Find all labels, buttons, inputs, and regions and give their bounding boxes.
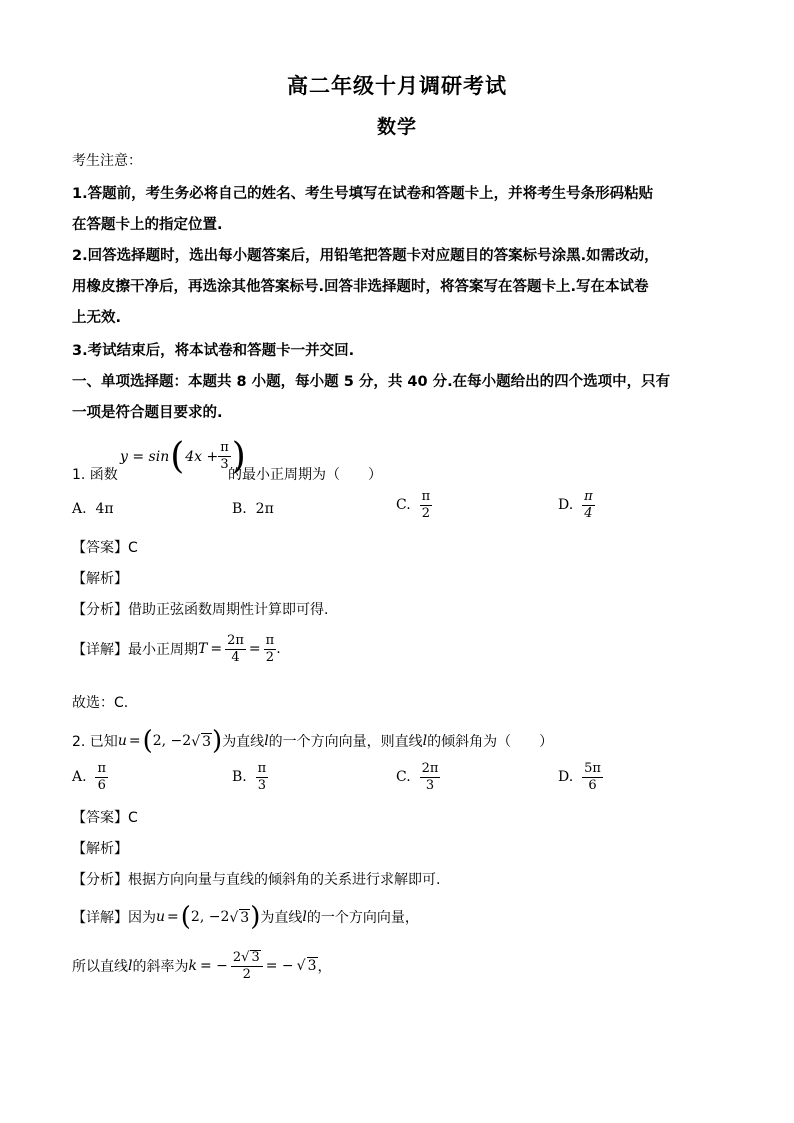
notice-item-1-line-1: 1.答题前，考生务必将自己的姓名、考生号填写在试卷和答题卡上，并将考生号条形码粘贴 [72,186,654,202]
notice-item-3: 3.考试结束后，将本试卷和答题卡一并交回. [72,343,355,359]
q1-analysis-tag: 【解析】 [72,571,128,587]
q2-option-c: C. $\frac{2\pi}{3}$ [396,761,439,793]
q1-function: y = sin ( 4x + $\frac{\pi}{3}$ ) [120,436,246,477]
q2-fenxi: 【分析】根据方向向量与直线的倾斜角的关系进行求解即可. [72,872,441,888]
q1-prefix: 1. 函数 [72,467,118,483]
q2-option-d: D. $\frac{5\pi}{6}$ [558,761,601,793]
q1-option-c: C. $\frac{\pi}{2}$ [396,489,431,521]
notice-item-2-line-1: 2.回答选择题时，选出每小题答案后，用铅笔把答题卡对应题目的答案标号涂黑.如需改动， [72,248,659,264]
q1-option-d: D. $\frac{\pi}{4}$ [558,489,593,521]
question-2: 2. 已知 u = ( 2, −2 √ 3 ) 为直线 l 的一个方向向量，则直线 l 的倾斜角为（ ） [72,726,554,756]
q1-suffix: 的最小正周期为（ ） [228,467,382,483]
section-1-line-1: 一、单项选择题：本题共 8 小题，每小题 5 分，共 40 分.在每小题给出的四个选项中，只有 [72,374,671,390]
subject-title: 数学 [376,116,417,138]
section-1-line-2: 一项是符合题目要求的. [72,405,223,421]
notice-heading: 考生注意： [72,153,142,169]
q1-answer: 【答案】C [72,540,138,556]
q1-option-b: B. 2π [232,501,274,517]
notice-item-1-line-2: 在答题卡上的指定位置. [72,217,223,233]
notice-item-2-line-3: 上无效. [72,310,122,326]
q1-func-lhs: y = sin [120,448,170,465]
q1-pi-over-3: $\frac{\pi}{3}$ [220,440,229,472]
q1-func-inner: 4x + [185,448,219,465]
q2-slope: 所以直线 l 的斜率为 k = − $\frac{2√ 3}{2}$ = − √ 3 ， [72,950,332,982]
q2-detail: 【详解】 因为 u = ( 2, −2 √ 3 ) 为直线 l 的一个方向向量， [72,902,419,932]
q2-option-a: A. $\frac{\pi}{6}$ [72,761,107,793]
q2-analysis-tag: 【解析】 [72,841,128,857]
q1-option-a: A. 4π [72,501,114,517]
q2-option-b: B. $\frac{\pi}{3}$ [232,761,267,793]
q1-fenxi: 【分析】借助正弦函数周期性计算即可得. [72,602,329,618]
q2-answer: 【答案】C [72,810,138,826]
q1-conclusion: 故选：C. [72,695,129,711]
notice-item-2-line-2: 用橡皮擦干净后，再选涂其他答案标号.回答非选择题时，将答案写在答题卡上.写在本试卷 [72,279,649,295]
page-title: 高二年级十月调研考试 [287,74,507,98]
q1-detail: 【详解】 最小正周期 T = $\frac{2\pi}{4}$ = $\frac{\pi}{2}$ . [72,633,281,665]
